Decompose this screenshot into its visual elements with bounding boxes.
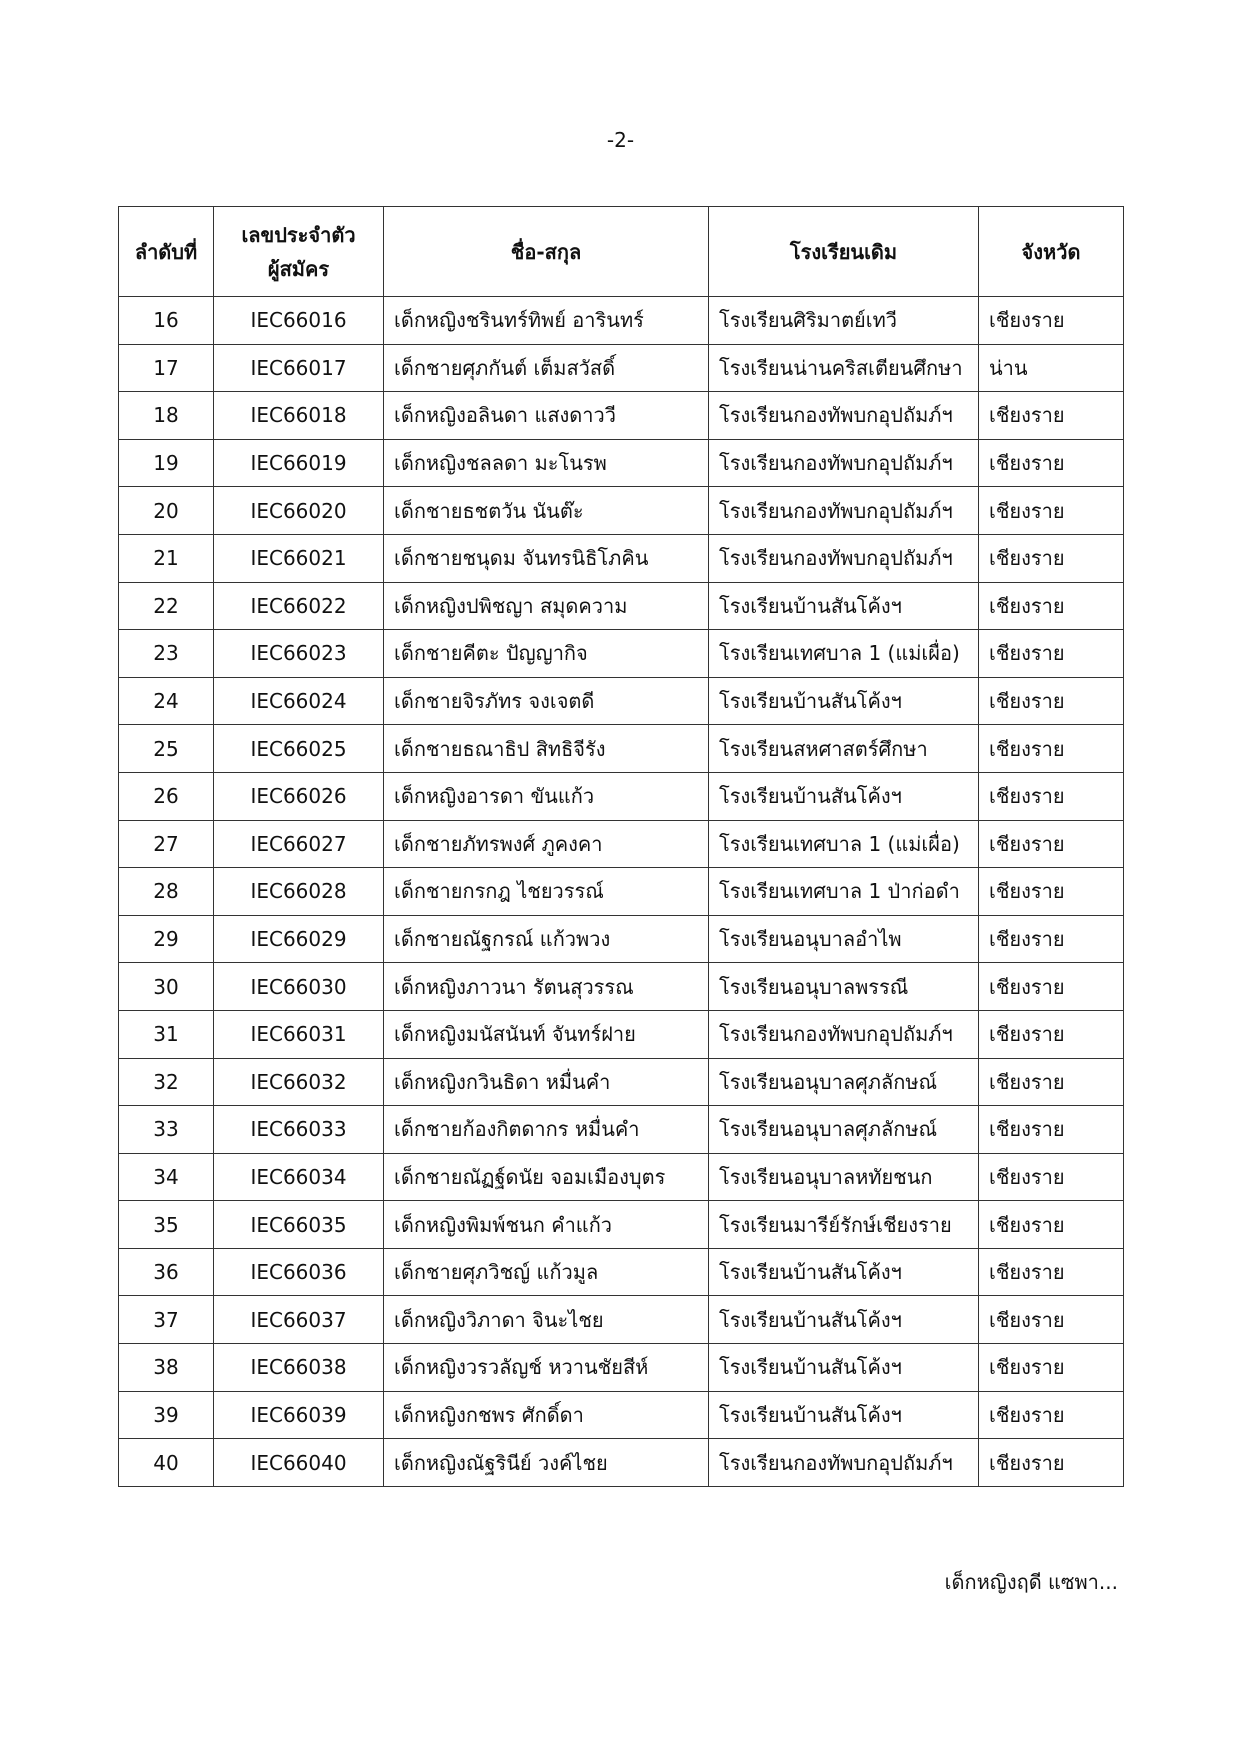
cell-name: เด็กชายศุภกันต์ เต็มสวัสดิ์: [384, 344, 709, 392]
cell-name: เด็กหญิงกชพร ศักดิ์ดา: [384, 1391, 709, 1439]
cell-applicant-id: IEC66018: [214, 392, 384, 440]
cell-no: 25: [119, 725, 214, 773]
cell-applicant-id: IEC66028: [214, 868, 384, 916]
cell-applicant-id: IEC66019: [214, 439, 384, 487]
cell-province: เชียงราย: [979, 1010, 1124, 1058]
cell-province: น่าน: [979, 344, 1124, 392]
cell-school: โรงเรียนอนุบาลหทัยชนก: [709, 1153, 979, 1201]
cell-no: 32: [119, 1058, 214, 1106]
cell-province: เชียงราย: [979, 1106, 1124, 1154]
table-row: [119, 439, 1124, 487]
cell-name: เด็กชายภัทรพงศ์ ภูคงคา: [384, 820, 709, 868]
cell-name: เด็กชายณัฏฐ์ดนัย จอมเมืองบุตร: [384, 1153, 709, 1201]
table-row: [119, 582, 1124, 630]
cell-no: 31: [119, 1010, 214, 1058]
cell-province: เชียงราย: [979, 1296, 1124, 1344]
cell-applicant-id: IEC66026: [214, 772, 384, 820]
cell-name: เด็กชายณัฐกรณ์ แก้วพวง: [384, 915, 709, 963]
cell-name: เด็กหญิงอารดา ขันแก้ว: [384, 772, 709, 820]
cell-school: โรงเรียนอนุบาลศุภลักษณ์: [709, 1058, 979, 1106]
header-no: ลำดับที่: [119, 207, 214, 297]
cell-applicant-id: IEC66032: [214, 1058, 384, 1106]
cell-province: เชียงราย: [979, 582, 1124, 630]
cell-province: เชียงราย: [979, 1439, 1124, 1487]
cell-name: เด็กชายธณาธิป สิทธิจีรัง: [384, 725, 709, 773]
cell-school: โรงเรียนบ้านสันโค้งฯ: [709, 582, 979, 630]
cell-no: 35: [119, 1201, 214, 1249]
cell-applicant-id: IEC66027: [214, 820, 384, 868]
cell-province: เชียงราย: [979, 487, 1124, 535]
cell-name: เด็กชายชนุดม จันทรนิธิโภคิน: [384, 534, 709, 582]
cell-school: โรงเรียนกองทัพบกอุปถัมภ์ฯ: [709, 487, 979, 535]
cell-no: 36: [119, 1248, 214, 1296]
cell-province: เชียงราย: [979, 677, 1124, 725]
cell-applicant-id: IEC66017: [214, 344, 384, 392]
cell-no: 21: [119, 534, 214, 582]
cell-name: เด็กชายศุภวิชญ์ แก้วมูล: [384, 1248, 709, 1296]
cell-no: 27: [119, 820, 214, 868]
cell-applicant-id: IEC66036: [214, 1248, 384, 1296]
cell-name: เด็กหญิงปพิชญา สมุดความ: [384, 582, 709, 630]
cell-applicant-id: IEC66029: [214, 915, 384, 963]
cell-school: โรงเรียนมารีย์รักษ์เชียงราย: [709, 1201, 979, 1249]
table-row: [119, 1296, 1124, 1344]
table-row: [119, 915, 1124, 963]
cell-applicant-id: IEC66022: [214, 582, 384, 630]
cell-no: 39: [119, 1391, 214, 1439]
cell-school: โรงเรียนศิริมาตย์เทวี: [709, 297, 979, 345]
cell-school: โรงเรียนบ้านสันโค้งฯ: [709, 1248, 979, 1296]
table-header-row: [119, 207, 1124, 297]
cell-no: 17: [119, 344, 214, 392]
cell-no: 24: [119, 677, 214, 725]
cell-school: โรงเรียนเทศบาล 1 (แม่เผื่อ): [709, 820, 979, 868]
table-row: [119, 297, 1124, 345]
cell-applicant-id: IEC66039: [214, 1391, 384, 1439]
cell-school: โรงเรียนน่านคริสเตียนศึกษา: [709, 344, 979, 392]
table-row: [119, 1439, 1124, 1487]
table-row: [119, 1248, 1124, 1296]
cell-province: เชียงราย: [979, 630, 1124, 678]
cell-province: เชียงราย: [979, 868, 1124, 916]
cell-no: 37: [119, 1296, 214, 1344]
cell-no: 22: [119, 582, 214, 630]
header-province: จังหวัด: [979, 207, 1124, 297]
table-row: [119, 1058, 1124, 1106]
cell-no: 20: [119, 487, 214, 535]
cell-name: เด็กหญิงพิมพ์ชนก คำแก้ว: [384, 1201, 709, 1249]
header-applicant-id-line2: ผู้สมัคร: [267, 256, 330, 281]
cell-name: เด็กชายกรกฎ ไชยวรรณ์: [384, 868, 709, 916]
cell-applicant-id: IEC66030: [214, 963, 384, 1011]
cell-name: เด็กหญิงชลลดา มะโนรพ: [384, 439, 709, 487]
cell-province: เชียงราย: [979, 915, 1124, 963]
header-name: ชื่อ-สกุล: [384, 207, 709, 297]
header-school: โรงเรียนเดิม: [709, 207, 979, 297]
cell-province: เชียงราย: [979, 772, 1124, 820]
cell-school: โรงเรียนกองทัพบกอุปถัมภ์ฯ: [709, 1439, 979, 1487]
cell-name: เด็กหญิงมนัสนันท์ จันทร์ฝาย: [384, 1010, 709, 1058]
cell-no: 18: [119, 392, 214, 440]
cell-name: เด็กหญิงณัฐรินีย์ วงค์ไชย: [384, 1439, 709, 1487]
cell-name: เด็กหญิงอลินดา แสงดาววี: [384, 392, 709, 440]
cell-province: เชียงราย: [979, 439, 1124, 487]
page-number: -2-: [606, 128, 635, 152]
cell-applicant-id: IEC66037: [214, 1296, 384, 1344]
cell-school: โรงเรียนบ้านสันโค้งฯ: [709, 1296, 979, 1344]
cell-name: เด็กหญิงกวินธิดา หมื่นคำ: [384, 1058, 709, 1106]
cell-applicant-id: IEC66033: [214, 1106, 384, 1154]
cell-name: เด็กชายก้องกิตดากร หมื่นคำ: [384, 1106, 709, 1154]
cell-no: 40: [119, 1439, 214, 1487]
cell-applicant-id: IEC66025: [214, 725, 384, 773]
cell-school: โรงเรียนกองทัพบกอุปถัมภ์ฯ: [709, 534, 979, 582]
cell-no: 29: [119, 915, 214, 963]
cell-name: เด็กชายธชตวัน นันต๊ะ: [384, 487, 709, 535]
cell-no: 38: [119, 1344, 214, 1392]
cell-province: เชียงราย: [979, 297, 1124, 345]
cell-province: เชียงราย: [979, 534, 1124, 582]
table-row: [119, 1391, 1124, 1439]
table-row: [119, 725, 1124, 773]
continuation-note: เด็กหญิงฤดี แซพา...: [944, 1570, 1118, 1594]
cell-applicant-id: IEC66040: [214, 1439, 384, 1487]
table-row: [119, 392, 1124, 440]
cell-province: เชียงราย: [979, 1201, 1124, 1249]
cell-name: เด็กชายคีตะ ปัญญากิจ: [384, 630, 709, 678]
table-row: [119, 1153, 1124, 1201]
cell-no: 23: [119, 630, 214, 678]
cell-province: เชียงราย: [979, 1248, 1124, 1296]
cell-province: เชียงราย: [979, 820, 1124, 868]
cell-applicant-id: IEC66024: [214, 677, 384, 725]
table-body: [119, 297, 1124, 1487]
cell-applicant-id: IEC66031: [214, 1010, 384, 1058]
table-row: [119, 344, 1124, 392]
cell-applicant-id: IEC66023: [214, 630, 384, 678]
cell-name: เด็กหญิงชรินทร์ทิพย์ อารินทร์: [384, 297, 709, 345]
cell-no: 28: [119, 868, 214, 916]
cell-province: เชียงราย: [979, 963, 1124, 1011]
table-row: [119, 772, 1124, 820]
cell-no: 30: [119, 963, 214, 1011]
cell-name: เด็กหญิงวิภาดา จินะไชย: [384, 1296, 709, 1344]
cell-school: โรงเรียนเทศบาล 1 ป่าก่อดำ: [709, 868, 979, 916]
cell-school: โรงเรียนบ้านสันโค้งฯ: [709, 772, 979, 820]
cell-no: 16: [119, 297, 214, 345]
cell-school: โรงเรียนอนุบาลศุภลักษณ์: [709, 1106, 979, 1154]
cell-province: เชียงราย: [979, 725, 1124, 773]
cell-applicant-id: IEC66034: [214, 1153, 384, 1201]
cell-school: โรงเรียนอนุบาลพรรณี: [709, 963, 979, 1011]
cell-name: เด็กหญิงวรวลัญช์ หวานชัยสีห์: [384, 1344, 709, 1392]
cell-name: เด็กหญิงภาวนา รัตนสุวรรณ: [384, 963, 709, 1011]
cell-applicant-id: IEC66016: [214, 297, 384, 345]
table-row: [119, 677, 1124, 725]
table-row: [119, 868, 1124, 916]
cell-province: เชียงราย: [979, 1391, 1124, 1439]
table-row: [119, 1106, 1124, 1154]
table-row: [119, 1010, 1124, 1058]
cell-province: เชียงราย: [979, 1058, 1124, 1106]
cell-school: โรงเรียนบ้านสันโค้งฯ: [709, 677, 979, 725]
cell-school: โรงเรียนอนุบาลอำไพ: [709, 915, 979, 963]
table-row: [119, 630, 1124, 678]
cell-applicant-id: IEC66038: [214, 1344, 384, 1392]
cell-applicant-id: IEC66020: [214, 487, 384, 535]
cell-no: 26: [119, 772, 214, 820]
cell-province: เชียงราย: [979, 392, 1124, 440]
table-row: [119, 534, 1124, 582]
cell-school: โรงเรียนกองทัพบกอุปถัมภ์ฯ: [709, 1010, 979, 1058]
table-row: [119, 1201, 1124, 1249]
applicant-table: [118, 206, 1124, 1487]
cell-school: โรงเรียนเทศบาล 1 (แม่เผื่อ): [709, 630, 979, 678]
header-applicant-id-line1: เลขประจำตัว: [241, 222, 356, 247]
cell-school: โรงเรียนกองทัพบกอุปถัมภ์ฯ: [709, 392, 979, 440]
header-applicant-id: [214, 207, 384, 297]
cell-province: เชียงราย: [979, 1153, 1124, 1201]
cell-applicant-id: IEC66035: [214, 1201, 384, 1249]
table-row: [119, 1344, 1124, 1392]
cell-no: 34: [119, 1153, 214, 1201]
table-row: [119, 820, 1124, 868]
cell-no: 19: [119, 439, 214, 487]
cell-province: เชียงราย: [979, 1344, 1124, 1392]
table-row: [119, 963, 1124, 1011]
cell-name: เด็กชายจิรภัทร จงเจตดี: [384, 677, 709, 725]
cell-school: โรงเรียนบ้านสันโค้งฯ: [709, 1344, 979, 1392]
cell-no: 33: [119, 1106, 214, 1154]
table-row: [119, 487, 1124, 535]
cell-school: โรงเรียนสหศาสตร์ศึกษา: [709, 725, 979, 773]
cell-school: โรงเรียนกองทัพบกอุปถัมภ์ฯ: [709, 439, 979, 487]
cell-applicant-id: IEC66021: [214, 534, 384, 582]
cell-school: โรงเรียนบ้านสันโค้งฯ: [709, 1391, 979, 1439]
